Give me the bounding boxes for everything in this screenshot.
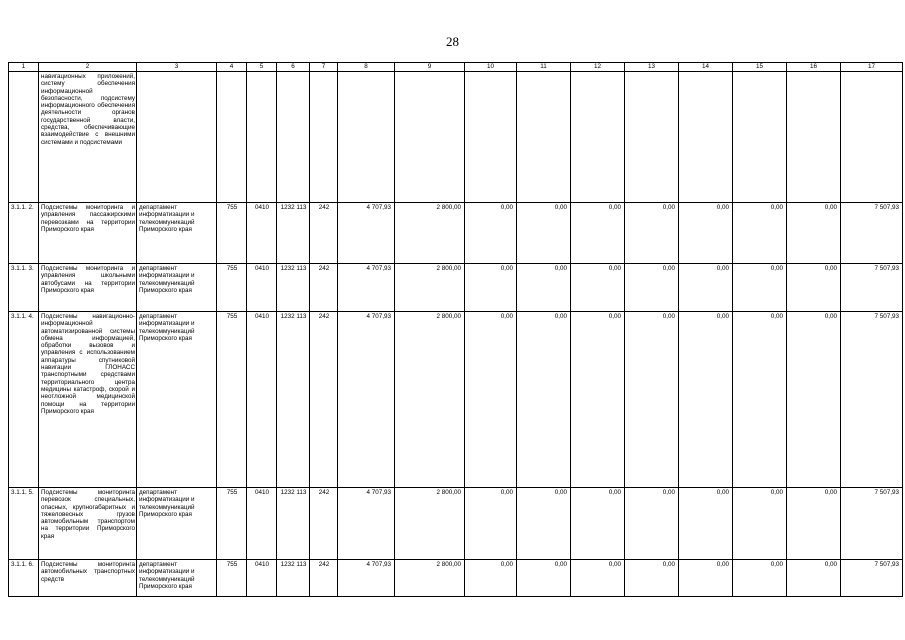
column-number-cell: 14 [679,63,733,72]
column-number-cell: 7 [310,63,338,72]
row-col14: 0,00 [679,264,733,312]
column-number-cell: 11 [517,63,571,72]
row-col9: 2 800,00 [395,203,465,264]
row-col8: 4 707,93 [338,312,395,488]
row-col12: 0,00 [571,312,625,488]
row-col8: 4 707,93 [338,488,395,560]
row-description: Подсистемы мониторинга перевозок специальных, опасных, крупногабаритных и тяжеловесных грузов автомобильным транспортом на территории Приморского края [39,488,137,560]
row-col5: 0410 [247,264,277,312]
row-executor: департамент информатизации и телекоммуникаций Приморского края [137,560,217,597]
row-executor: департамент информатизации и телекоммуникаций Приморского края [137,312,217,488]
row-code: 3.1.1. 2. [9,203,39,264]
column-number-cell: 5 [247,63,277,72]
column-number-cell: 6 [277,63,310,72]
row-executor: департамент информатизации и телекоммуникаций Приморского края [137,203,217,264]
column-number-cell: 8 [338,63,395,72]
row-col11: 0,00 [517,203,571,264]
row-code: 3.1.1. 6. [9,560,39,597]
row-col11: 0,00 [517,488,571,560]
row-col12: 0,00 [571,264,625,312]
row-col4: 755 [217,488,247,560]
row-col17: 7 507,93 [841,312,903,488]
row-col7: 242 [310,264,338,312]
column-number-cell: 4 [217,63,247,72]
row-col15: 0,00 [733,488,787,560]
row-col11: 0,00 [517,560,571,597]
row-col11: 0,00 [517,264,571,312]
row-description: Подсистемы навигационно-информационной автоматизированной системы обмена информацией, обработки вызовов и управления с использованием аппаратуры спутниковой навигации ГЛОНАСС транспортными средствами территориального центра медицины катастроф, скорой и неотложной медицинской помощи на территории Приморского края [39,312,137,488]
row-col16: 0,00 [787,488,841,560]
column-number-cell: 16 [787,63,841,72]
row-col17: 7 507,93 [841,560,903,597]
row-col8: 4 707,93 [338,560,395,597]
row-col16: 0,00 [787,203,841,264]
row-col14: 0,00 [679,488,733,560]
table-row [9,488,903,560]
row-col6: 1232 113 [277,560,310,597]
row-col8: 4 707,93 [338,203,395,264]
column-number-cell: 1 [9,63,39,72]
row-col9: 2 800,00 [395,560,465,597]
row-col13: 0,00 [625,488,679,560]
row-col13: 0,00 [625,560,679,597]
row-col15: 0,00 [733,560,787,597]
row-col12: 0,00 [571,488,625,560]
row-col12: 0,00 [571,203,625,264]
column-number-cell: 15 [733,63,787,72]
row-col17: 7 507,93 [841,203,903,264]
row-description: Подсистемы мониторинга и управления пассажирскими перевозками на территории Приморского края [39,203,137,264]
row-executor: департамент информатизации и телекоммуникаций Приморского края [137,488,217,560]
row-col12: 0,00 [571,560,625,597]
row-code: 3.1.1. 3. [9,264,39,312]
table-row [9,312,903,488]
row-col8: 4 707,93 [338,264,395,312]
column-number-cell: 9 [395,63,465,72]
row-col6: 1232 113 [277,264,310,312]
continuation-row [9,72,903,203]
row-col14: 0,00 [679,203,733,264]
continuation-description: навигационных приложений, систему обеспечения информационной безопасности, подсистему информационного обеспечения деятельности органов государственной власти, средства, обеспечивающие взаимодействие с внешними системами и подсистемами [39,72,137,203]
row-col15: 0,00 [733,203,787,264]
row-col5: 0410 [247,203,277,264]
table-row [9,264,903,312]
row-col14: 0,00 [679,312,733,488]
row-col17: 7 507,93 [841,488,903,560]
row-col10: 0,00 [465,488,517,560]
row-col6: 1232 113 [277,312,310,488]
row-col4: 755 [217,264,247,312]
table-row [9,560,903,597]
row-col4: 755 [217,203,247,264]
row-col9: 2 800,00 [395,264,465,312]
row-col4: 755 [217,312,247,488]
row-col7: 242 [310,488,338,560]
column-number-cell: 2 [39,63,137,72]
column-number-header-row [9,63,903,72]
page-number: 28 [446,34,459,49]
row-col10: 0,00 [465,264,517,312]
row-col7: 242 [310,203,338,264]
row-col16: 0,00 [787,560,841,597]
row-col13: 0,00 [625,312,679,488]
row-col5: 0410 [247,312,277,488]
column-number-cell: 10 [465,63,517,72]
row-col9: 2 800,00 [395,488,465,560]
row-col16: 0,00 [787,264,841,312]
row-col13: 0,00 [625,264,679,312]
row-col17: 7 507,93 [841,264,903,312]
row-col15: 0,00 [733,312,787,488]
column-number-cell: 12 [571,63,625,72]
row-col10: 0,00 [465,203,517,264]
row-description: Подсистемы мониторинга автомобильных транспортных средств [39,560,137,597]
row-col5: 0410 [247,488,277,560]
row-code: 3.1.1. 4. [9,312,39,488]
column-number-cell: 13 [625,63,679,72]
row-code: 3.1.1. 5. [9,488,39,560]
row-executor: департамент информатизации и телекоммуникаций Приморского края [137,264,217,312]
row-col6: 1232 113 [277,203,310,264]
row-col5: 0410 [247,560,277,597]
row-col14: 0,00 [679,560,733,597]
row-col4: 755 [217,560,247,597]
row-col15: 0,00 [733,264,787,312]
table-row [9,203,903,264]
row-col13: 0,00 [625,203,679,264]
row-col16: 0,00 [787,312,841,488]
row-col10: 0,00 [465,312,517,488]
row-description: Подсистемы мониторинга и управления школьными автобусами на территории Приморского края [39,264,137,312]
row-col11: 0,00 [517,312,571,488]
budget-table [8,62,903,597]
column-number-cell: 17 [841,63,903,72]
row-col7: 242 [310,560,338,597]
row-col10: 0,00 [465,560,517,597]
row-col7: 242 [310,312,338,488]
row-col6: 1232 113 [277,488,310,560]
column-number-cell: 3 [137,63,217,72]
row-col9: 2 800,00 [395,312,465,488]
